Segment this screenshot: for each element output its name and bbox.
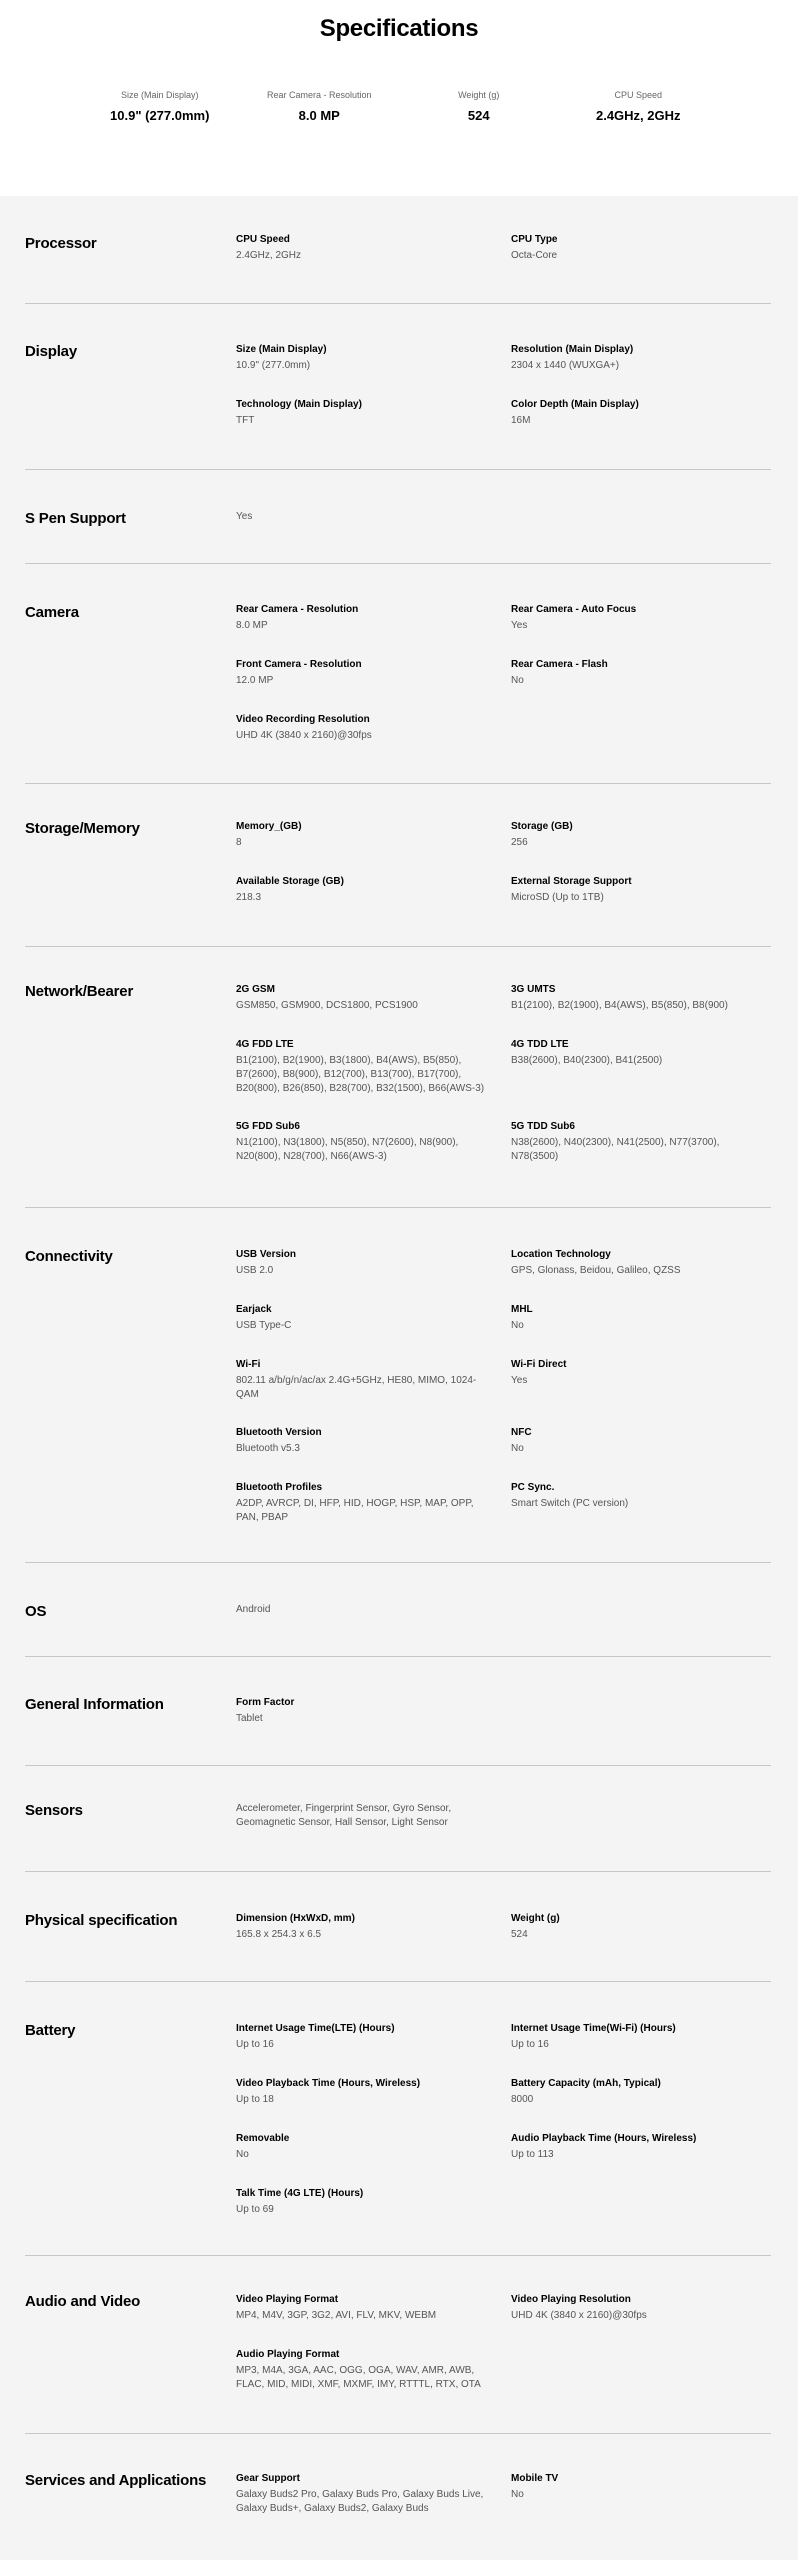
spec-section-sensors: [25, 1766, 771, 1872]
section-title: Audio and Video: [25, 2293, 141, 2310]
spec-value: No: [511, 2489, 524, 2500]
spec-label: Talk Time (4G LTE) (Hours): [236, 2188, 364, 2199]
spec-item: [236, 2132, 491, 2162]
spec-label: Mobile TV: [511, 2473, 559, 2484]
spec-value: Bluetooth v5.3: [236, 1443, 300, 1454]
highlight-label: Size (Main Display): [120, 90, 199, 100]
spec-item: [236, 1303, 491, 1333]
section-title: Physical specification: [25, 1912, 178, 1929]
spec-label: 2G GSM: [236, 984, 275, 995]
spec-value: 802.11 a/b/g/n/ac/ax 2.4G+5GHz, HE80, MIMO, 1024-QAM: [236, 1375, 477, 1400]
spec-label: Removable: [236, 2133, 290, 2144]
spec-item: [236, 1426, 491, 1456]
spec-value: 524: [511, 1929, 528, 1940]
spec-value: USB 2.0: [236, 1265, 274, 1276]
spec-section-connectivity: [25, 1208, 771, 1563]
spec-label: USB Version: [236, 1249, 297, 1260]
spec-value: Up to 113: [511, 2149, 554, 2160]
spec-item: [236, 510, 491, 524]
spec-item: [511, 1038, 766, 1068]
spec-label: Battery Capacity (mAh, Typical): [511, 2078, 661, 2089]
spec-item: [236, 713, 491, 743]
spec-item: [236, 398, 491, 428]
spec-item: [511, 343, 766, 373]
section-title: Network/Bearer: [25, 983, 134, 1000]
spec-item: [236, 1481, 491, 1525]
spec-label: 4G FDD LTE: [236, 1039, 294, 1050]
spec-value: No: [236, 2149, 249, 2160]
specifications-header: [0, 0, 798, 196]
spec-label: Video Playing Format: [236, 2294, 339, 2305]
spec-label: CPU Type: [511, 234, 558, 245]
section-title: OS: [25, 1603, 47, 1620]
highlight-item: [80, 90, 240, 123]
spec-section-camera: [25, 564, 771, 784]
spec-label: Wi-Fi: [236, 1359, 261, 1370]
spec-item: [236, 1248, 491, 1278]
spec-item: [236, 233, 491, 263]
spec-section-battery: [25, 1982, 771, 2256]
spec-item: [236, 820, 491, 850]
spec-item: [511, 1481, 766, 1511]
spec-value: 218.3: [236, 892, 262, 903]
spec-value: Accelerometer, Fingerprint Sensor, Gyro Sensor, Geomagnetic Sensor, Hall Sensor, Light Sensor: [236, 1803, 452, 1828]
spec-value: 16M: [511, 415, 531, 426]
spec-item: [511, 233, 766, 263]
spec-label: 5G FDD Sub6: [236, 1121, 300, 1132]
spec-label: 4G TDD LTE: [511, 1039, 569, 1050]
spec-label: Bluetooth Profiles: [236, 1482, 323, 1493]
spec-label: Audio Playing Format: [236, 2349, 340, 2360]
spec-section-general-information: [25, 1657, 771, 1766]
spec-label: Storage (GB): [511, 821, 573, 832]
spec-highlights: [80, 90, 718, 123]
spec-value: Up to 69: [236, 2204, 274, 2215]
spec-item: [511, 983, 766, 1013]
section-title: General Information: [25, 1696, 164, 1713]
spec-value: Yes: [511, 620, 528, 631]
spec-label: Color Depth (Main Display): [511, 399, 639, 410]
spec-label: Available Storage (GB): [236, 876, 344, 887]
spec-item: [511, 1303, 766, 1333]
spec-label: Location Technology: [511, 1249, 611, 1260]
spec-value: N1(2100), N3(1800), N5(850), N7(2600), N8(900), N20(800), N28(700), N66(AWS-3): [236, 1137, 459, 1162]
highlight-value: 2.4GHz, 2GHz: [595, 108, 681, 123]
spec-value: No: [511, 675, 524, 686]
spec-label: Bluetooth Version: [236, 1427, 322, 1438]
section-title: Battery: [25, 2022, 76, 2039]
spec-item: [236, 2077, 491, 2107]
spec-value: Yes: [236, 511, 253, 522]
spec-item: [236, 2293, 491, 2323]
spec-value: Up to 16: [236, 2039, 274, 2050]
spec-value: MP3, M4A, 3GA, AAC, OGG, OGA, WAV, AMR, AWB, FLAC, MID, MIDI, XMF, MXMF, IMY, RTTTL, RTX, OTA: [236, 2365, 481, 2390]
highlight-item: [399, 90, 559, 123]
highlight-item: [240, 90, 400, 123]
spec-label: MHL: [511, 1304, 533, 1315]
spec-section-os: [25, 1563, 771, 1657]
spec-item: [511, 820, 766, 850]
spec-item: [511, 398, 766, 428]
spec-item: [236, 1802, 491, 1830]
section-title: Display: [25, 343, 77, 360]
spec-label: Front Camera - Resolution: [236, 659, 362, 670]
spec-item: [236, 658, 491, 688]
spec-value: Tablet: [236, 1713, 263, 1724]
spec-value: 8000: [511, 2094, 534, 2105]
spec-value: 2304 x 1440 (WUXGA+): [511, 360, 620, 371]
spec-value: TFT: [236, 415, 255, 426]
section-title: S Pen Support: [25, 510, 126, 527]
section-title: Sensors: [25, 1802, 83, 1819]
spec-item: [236, 1603, 491, 1617]
spec-value: Galaxy Buds2 Pro, Galaxy Buds Pro, Galaxy Buds Live, Galaxy Buds+, Galaxy Buds2, Galaxy Buds: [236, 2489, 484, 2514]
spec-item: [236, 343, 491, 373]
spec-label: Wi-Fi Direct: [511, 1359, 567, 1370]
spec-item: [511, 2293, 766, 2323]
spec-item: [236, 1696, 491, 1726]
spec-item: [236, 1038, 491, 1096]
spec-value: No: [511, 1320, 524, 1331]
spec-section-services-and-applications: [25, 2434, 771, 2560]
spec-label: Technology (Main Display): [236, 399, 362, 410]
spec-item: [511, 2022, 766, 2052]
spec-value: B1(2100), B2(1900), B4(AWS), B5(850), B8(900): [511, 1000, 728, 1011]
spec-sections: [0, 196, 798, 2560]
spec-label: Audio Playback Time (Hours, Wireless): [511, 2133, 697, 2144]
section-title: Storage/Memory: [25, 820, 140, 837]
spec-value: A2DP, AVRCP, DI, HFP, HID, HOGP, HSP, MAP, OPP, PAN, PBAP: [236, 1498, 474, 1523]
spec-section-processor: [25, 196, 771, 304]
spec-item: [511, 1426, 766, 1456]
spec-value: No: [511, 1443, 524, 1454]
spec-label: 5G TDD Sub6: [511, 1121, 575, 1132]
spec-item: [511, 2472, 766, 2502]
spec-label: Rear Camera - Resolution: [236, 604, 359, 615]
section-title: Connectivity: [25, 1248, 113, 1265]
section-title: Processor: [25, 235, 97, 252]
spec-value: GSM850, GSM900, DCS1800, PCS1900: [236, 1000, 418, 1011]
spec-label: Internet Usage Time(LTE) (Hours): [236, 2023, 395, 2034]
spec-label: PC Sync.: [511, 1482, 555, 1493]
spec-label: External Storage Support: [511, 876, 632, 887]
spec-item: [236, 1120, 491, 1164]
spec-label: Resolution (Main Display): [511, 344, 634, 355]
spec-item: [511, 1120, 766, 1164]
spec-item: [511, 1358, 766, 1388]
spec-value: 8.0 MP: [236, 620, 268, 631]
section-title: Camera: [25, 604, 79, 621]
spec-value: Smart Switch (PC version): [511, 1498, 629, 1509]
spec-item: [511, 1248, 766, 1278]
spec-value: 2.4GHz, 2GHz: [236, 250, 302, 261]
highlight-item: [559, 90, 719, 123]
spec-value: 165.8 x 254.3 x 6.5: [236, 1929, 322, 1940]
spec-item: [236, 1358, 491, 1402]
highlight-label: CPU Speed: [614, 90, 663, 100]
spec-value: B38(2600), B40(2300), B41(2500): [511, 1055, 663, 1066]
spec-item: [236, 875, 491, 905]
spec-item: [511, 2077, 766, 2107]
spec-item: [236, 2022, 491, 2052]
spec-value: Octa-Core: [511, 250, 558, 261]
spec-value: 10.9" (277.0mm): [236, 360, 311, 371]
spec-label: 3G UMTS: [511, 984, 556, 995]
spec-value: 8: [236, 837, 242, 848]
section-title: Services and Applications: [25, 2472, 207, 2489]
spec-section-network-bearer: [25, 947, 771, 1208]
spec-label: Rear Camera - Auto Focus: [511, 604, 637, 615]
highlight-label: Rear Camera - Resolution: [266, 90, 372, 100]
spec-value: MicroSD (Up to 1TB): [511, 892, 604, 903]
spec-label: CPU Speed: [236, 234, 290, 245]
spec-value: Android: [236, 1604, 271, 1615]
page-title: Specifications: [319, 15, 479, 42]
highlight-value: 8.0 MP: [298, 108, 340, 123]
spec-item: [236, 1912, 491, 1942]
spec-value: UHD 4K (3840 x 2160)@30fps: [511, 2310, 647, 2321]
spec-item: [236, 2187, 491, 2217]
spec-value: MP4, M4V, 3GP, 3G2, AVI, FLV, MKV, WEBM: [236, 2310, 437, 2321]
spec-section-physical-specification: [25, 1872, 771, 1982]
spec-label: Internet Usage Time(Wi-Fi) (Hours): [511, 2023, 676, 2034]
spec-label: Weight (g): [511, 1913, 560, 1924]
spec-value: GPS, Glonass, Beidou, Galileo, QZSS: [511, 1265, 681, 1276]
spec-value: B1(2100), B2(1900), B3(1800), B4(AWS), B5(850), B7(2600), B8(900), B12(700), B13(700), B17(700), B20(800), B26(850), B28(700), B32(1500), B66(AWS-3): [236, 1055, 485, 1094]
spec-label: NFC: [511, 1427, 532, 1438]
spec-item: [236, 2348, 491, 2392]
spec-value: N38(2600), N40(2300), N41(2500), N77(3700), N78(3500): [511, 1137, 720, 1162]
spec-value: 256: [511, 837, 528, 848]
spec-item: [511, 658, 766, 688]
spec-value: 12.0 MP: [236, 675, 274, 686]
spec-item: [236, 2472, 491, 2516]
spec-label: Video Playback Time (Hours, Wireless): [236, 2078, 421, 2089]
spec-item: [511, 2132, 766, 2162]
spec-item: [511, 875, 766, 905]
spec-section-audio-and-video: [25, 2256, 771, 2434]
highlight-value: 10.9" (277.0mm): [110, 108, 210, 123]
spec-value: Up to 18: [236, 2094, 274, 2105]
spec-section-s-pen-support: [25, 470, 771, 564]
spec-item: [511, 603, 766, 633]
spec-value: USB Type-C: [236, 1320, 292, 1331]
spec-label: Video Playing Resolution: [511, 2294, 631, 2305]
spec-label: Memory_(GB): [236, 821, 302, 832]
spec-item: [236, 603, 491, 633]
spec-label: Rear Camera - Flash: [511, 659, 608, 670]
spec-value: Yes: [511, 1375, 528, 1386]
spec-section-display: [25, 304, 771, 470]
spec-value: Up to 16: [511, 2039, 549, 2050]
highlight-value: 524: [467, 108, 490, 123]
spec-label: Form Factor: [236, 1697, 295, 1708]
spec-label: Earjack: [236, 1304, 272, 1315]
spec-section-storage-memory: [25, 784, 771, 947]
spec-label: Dimension (HxWxD, mm): [236, 1913, 355, 1924]
spec-value: UHD 4K (3840 x 2160)@30fps: [236, 730, 372, 741]
spec-label: Gear Support: [236, 2473, 300, 2484]
highlight-label: Weight (g): [458, 90, 500, 100]
spec-label: Video Recording Resolution: [236, 714, 370, 725]
spec-label: Size (Main Display): [236, 344, 327, 355]
spec-item: [511, 1912, 766, 1942]
spec-item: [236, 983, 491, 1013]
